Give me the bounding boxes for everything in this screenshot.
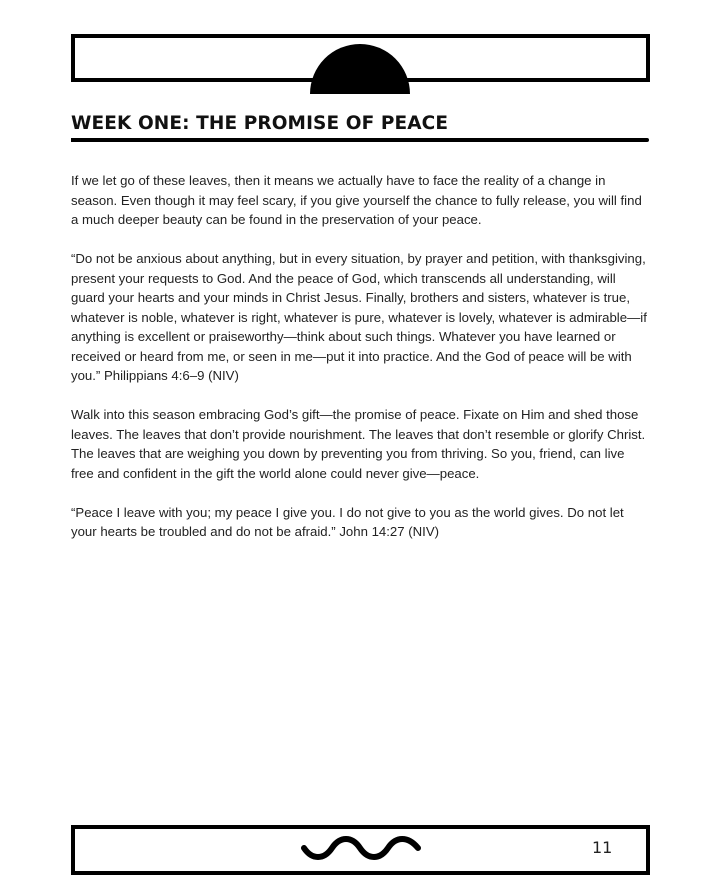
paragraph-scripture-philippians: “Do not be anxious about anything, but in every situation, by prayer and petition, with thanksgiving, present your requests to God. And the peace of God, which transcends all understanding, will guard your hearts and your minds in Christ Jesus. Finally, brothers and sisters, whatever is true, whatever is noble, whatever is right, whatever is pure, whatever is lovely, whatever is admirable—if anything is excellent or praiseworthy—think about such things. Whatever you have learned or received or heard from me, or seen in me—put it into practice. And the God of peace will be with you.” Philippians 4:6–9 (NIV) (71, 251, 647, 383)
paragraph-intro: If we let go of these leaves, then it means we actually have to face the reality of a change in season. Even though it may feel scary, if you give yourself the chance to fully release, you will find a much deeper beauty can be found in the preservation of your peace. (71, 173, 642, 227)
body-content (71, 171, 649, 561)
paragraph-reflection: Walk into this season embracing God’s gift—the promise of peace. Fixate on Him and shed those leaves. The leaves that don’t provide nourishment. The leaves that don’t resemble or glorify Christ. The leaves that are weighing you down by preventing you from thriving. So you, friend, can live free and confident in the gift the world alone could never give—peace. (71, 407, 646, 481)
page-number: 11 (592, 838, 613, 857)
title-divider (71, 138, 649, 142)
paragraph-scripture-john: “Peace I leave with you; my peace I give you. I do not give to you as the world gives. Do not let your hearts be troubled and do not be afraid.” John 14:27 (NIV) (71, 504, 624, 539)
page-title: WEEK ONE: THE PROMISE OF PEACE (71, 113, 449, 134)
wave-icon (300, 834, 422, 862)
